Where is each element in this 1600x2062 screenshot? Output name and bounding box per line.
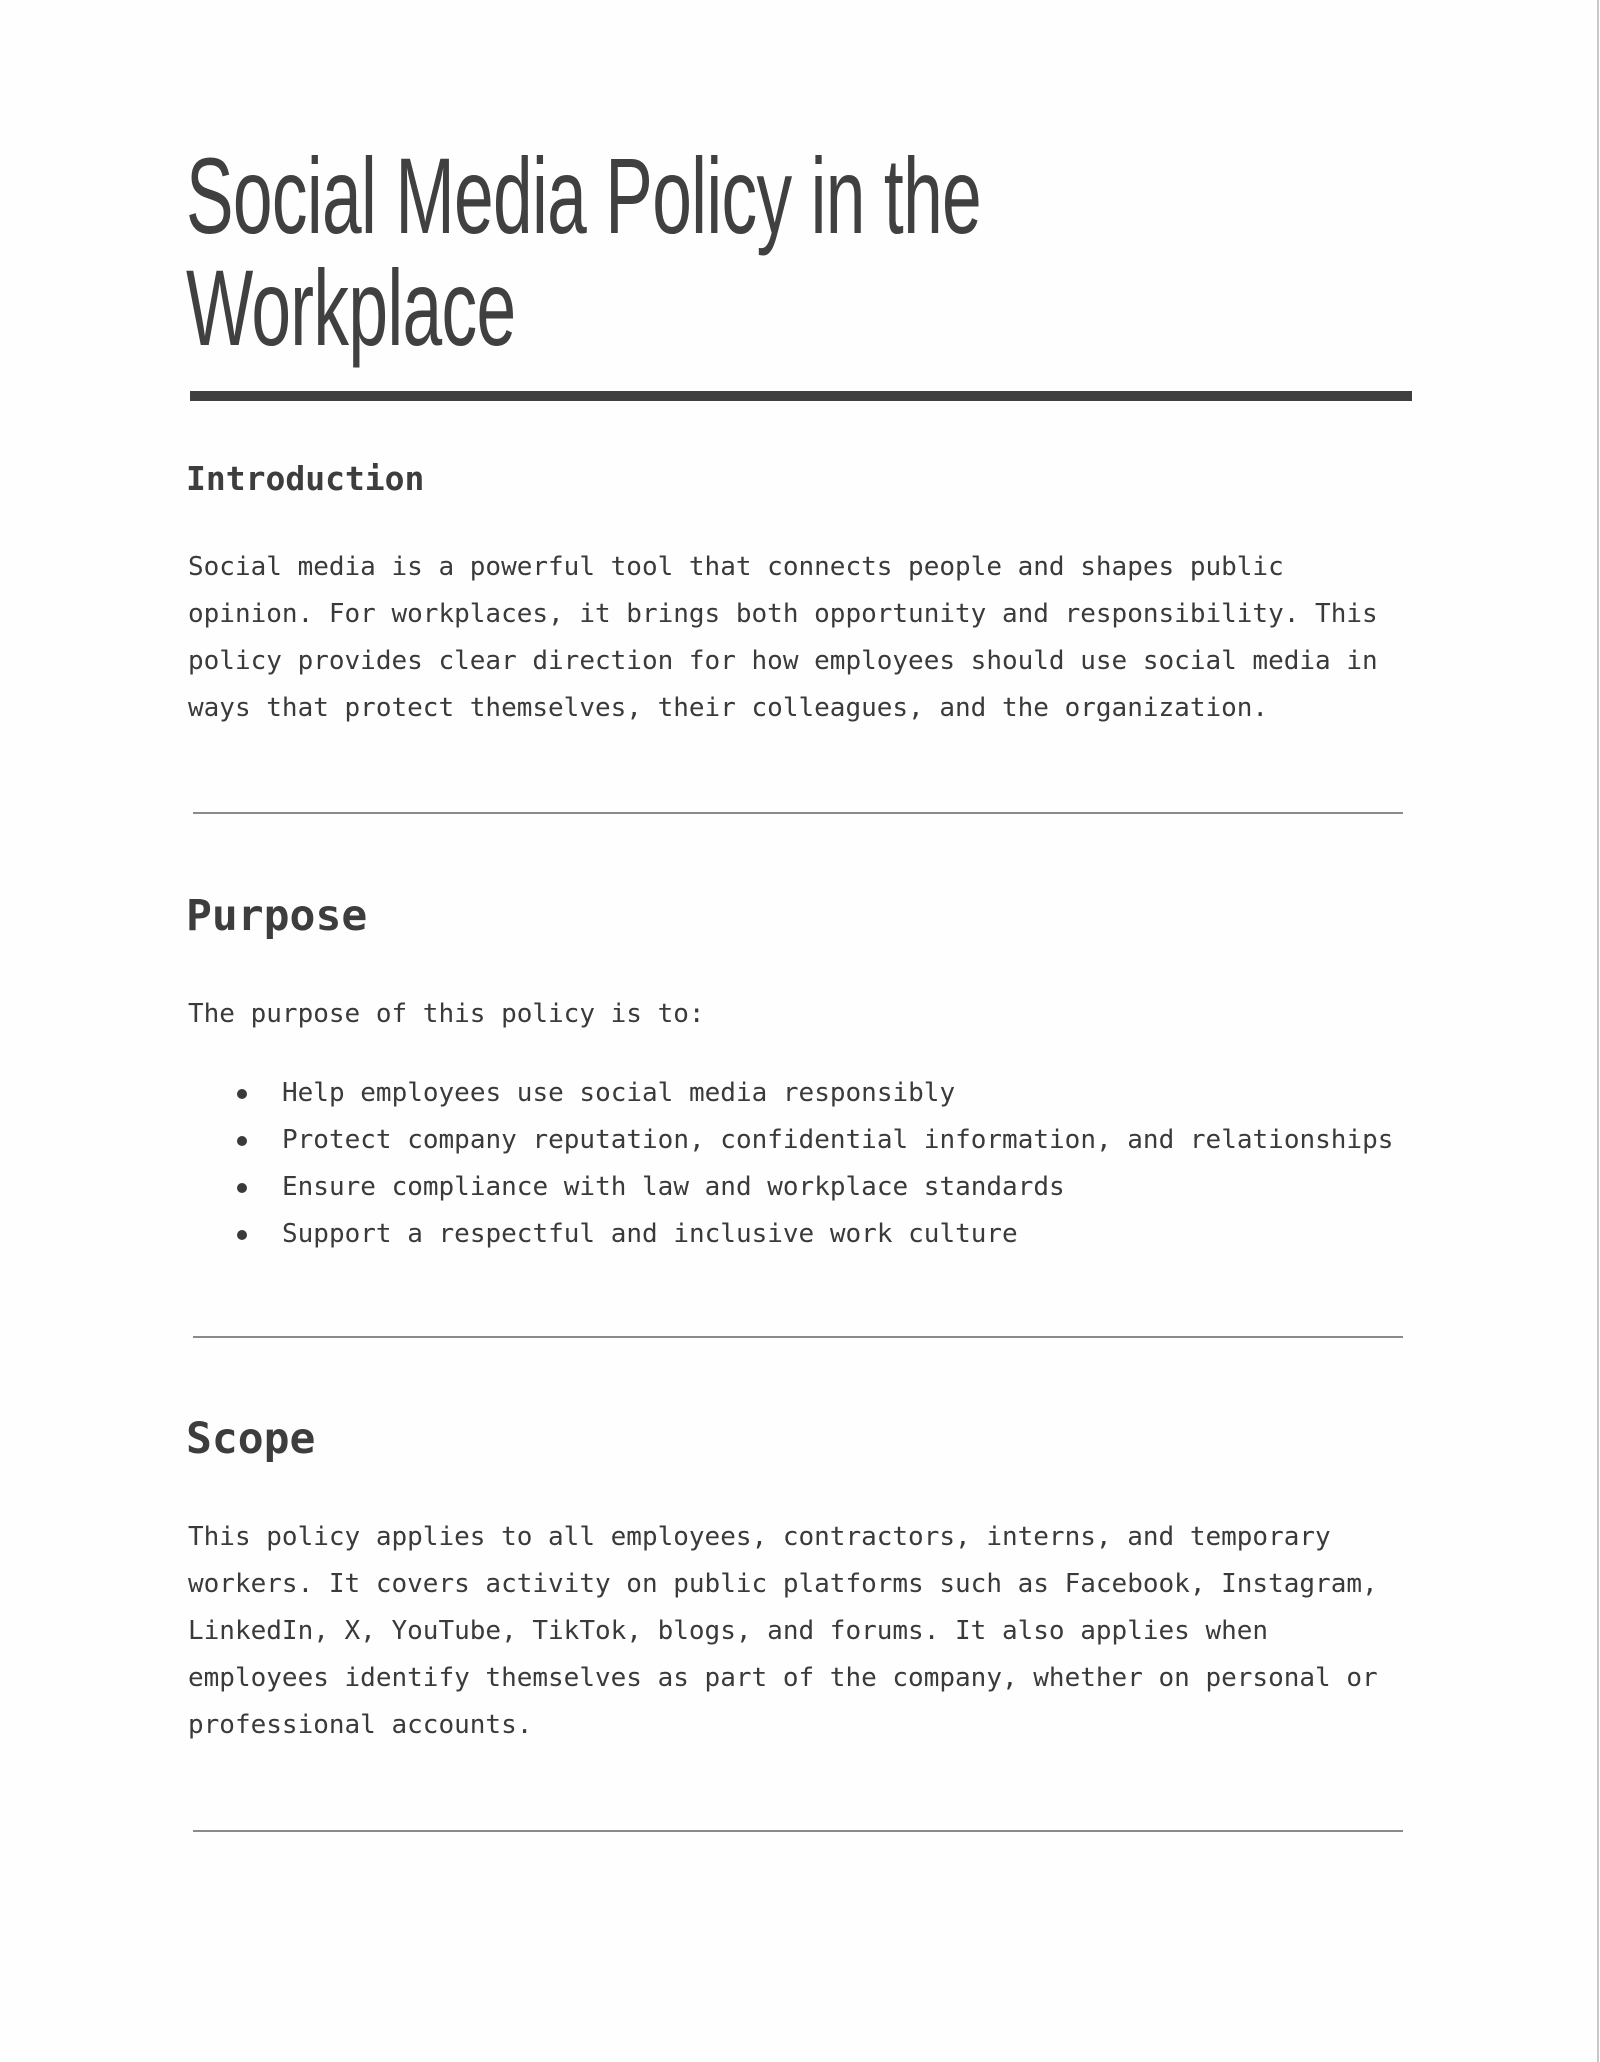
list-item-text: Ensure compliance with law and workplace standards	[282, 1172, 1065, 1202]
scope-paragraph	[188, 1514, 1428, 1749]
list-item	[188, 1070, 1428, 1117]
paragraph-line: policy provides clear direction for how employees should use social media in	[188, 646, 1378, 676]
paragraph-line: workers. It covers activity on public platforms such as Facebook, Instagram,	[188, 1569, 1378, 1599]
purpose-intro	[188, 991, 1428, 1038]
page-title	[186, 135, 1044, 368]
paragraph-line: This policy applies to all employees, contractors, interns, and temporary	[188, 1522, 1331, 1552]
paragraph-line: employees identify themselves as part of the company, whether on personal or	[188, 1663, 1378, 1693]
paragraph-line: Social media is a powerful tool that connects people and shapes public	[188, 552, 1284, 582]
section-heading-purpose: Purpose	[186, 891, 368, 941]
list-item	[188, 1117, 1428, 1164]
title-line-1: Social Media Policy in the	[186, 135, 982, 256]
bullet-icon	[237, 1136, 247, 1146]
list-item-text: Help employees use social media responsibly	[282, 1078, 956, 1108]
section-divider	[193, 812, 1403, 814]
bullet-icon	[237, 1183, 247, 1193]
list-item	[188, 1211, 1428, 1258]
list-item-text: Protect company reputation, confidential information, and relationships	[282, 1125, 1394, 1155]
title-underline-rule	[190, 391, 1412, 401]
page-edge-border	[1597, 0, 1599, 2062]
bullet-icon	[237, 1089, 247, 1099]
paragraph-line: professional accounts.	[188, 1710, 533, 1740]
paragraph-line: LinkedIn, X, YouTube, TikTok, blogs, and forums. It also applies when	[188, 1616, 1269, 1646]
bullet-icon	[237, 1230, 247, 1240]
section-heading-introduction: Introduction	[186, 459, 425, 498]
paragraph-line: opinion. For workplaces, it brings both opportunity and responsibility. This	[188, 599, 1378, 629]
list-item-text: Support a respectful and inclusive work culture	[282, 1219, 1018, 1249]
section-divider	[193, 1830, 1403, 1832]
paragraph-line: The purpose of this policy is to:	[188, 999, 705, 1029]
purpose-bullet-list	[188, 1070, 1428, 1258]
section-divider	[193, 1336, 1403, 1338]
section-heading-scope: Scope	[186, 1414, 316, 1464]
paragraph-line: ways that protect themselves, their colleagues, and the organization.	[188, 693, 1269, 723]
list-item	[188, 1164, 1428, 1211]
title-line-2: Workplace	[186, 247, 516, 368]
introduction-paragraph	[188, 544, 1428, 732]
